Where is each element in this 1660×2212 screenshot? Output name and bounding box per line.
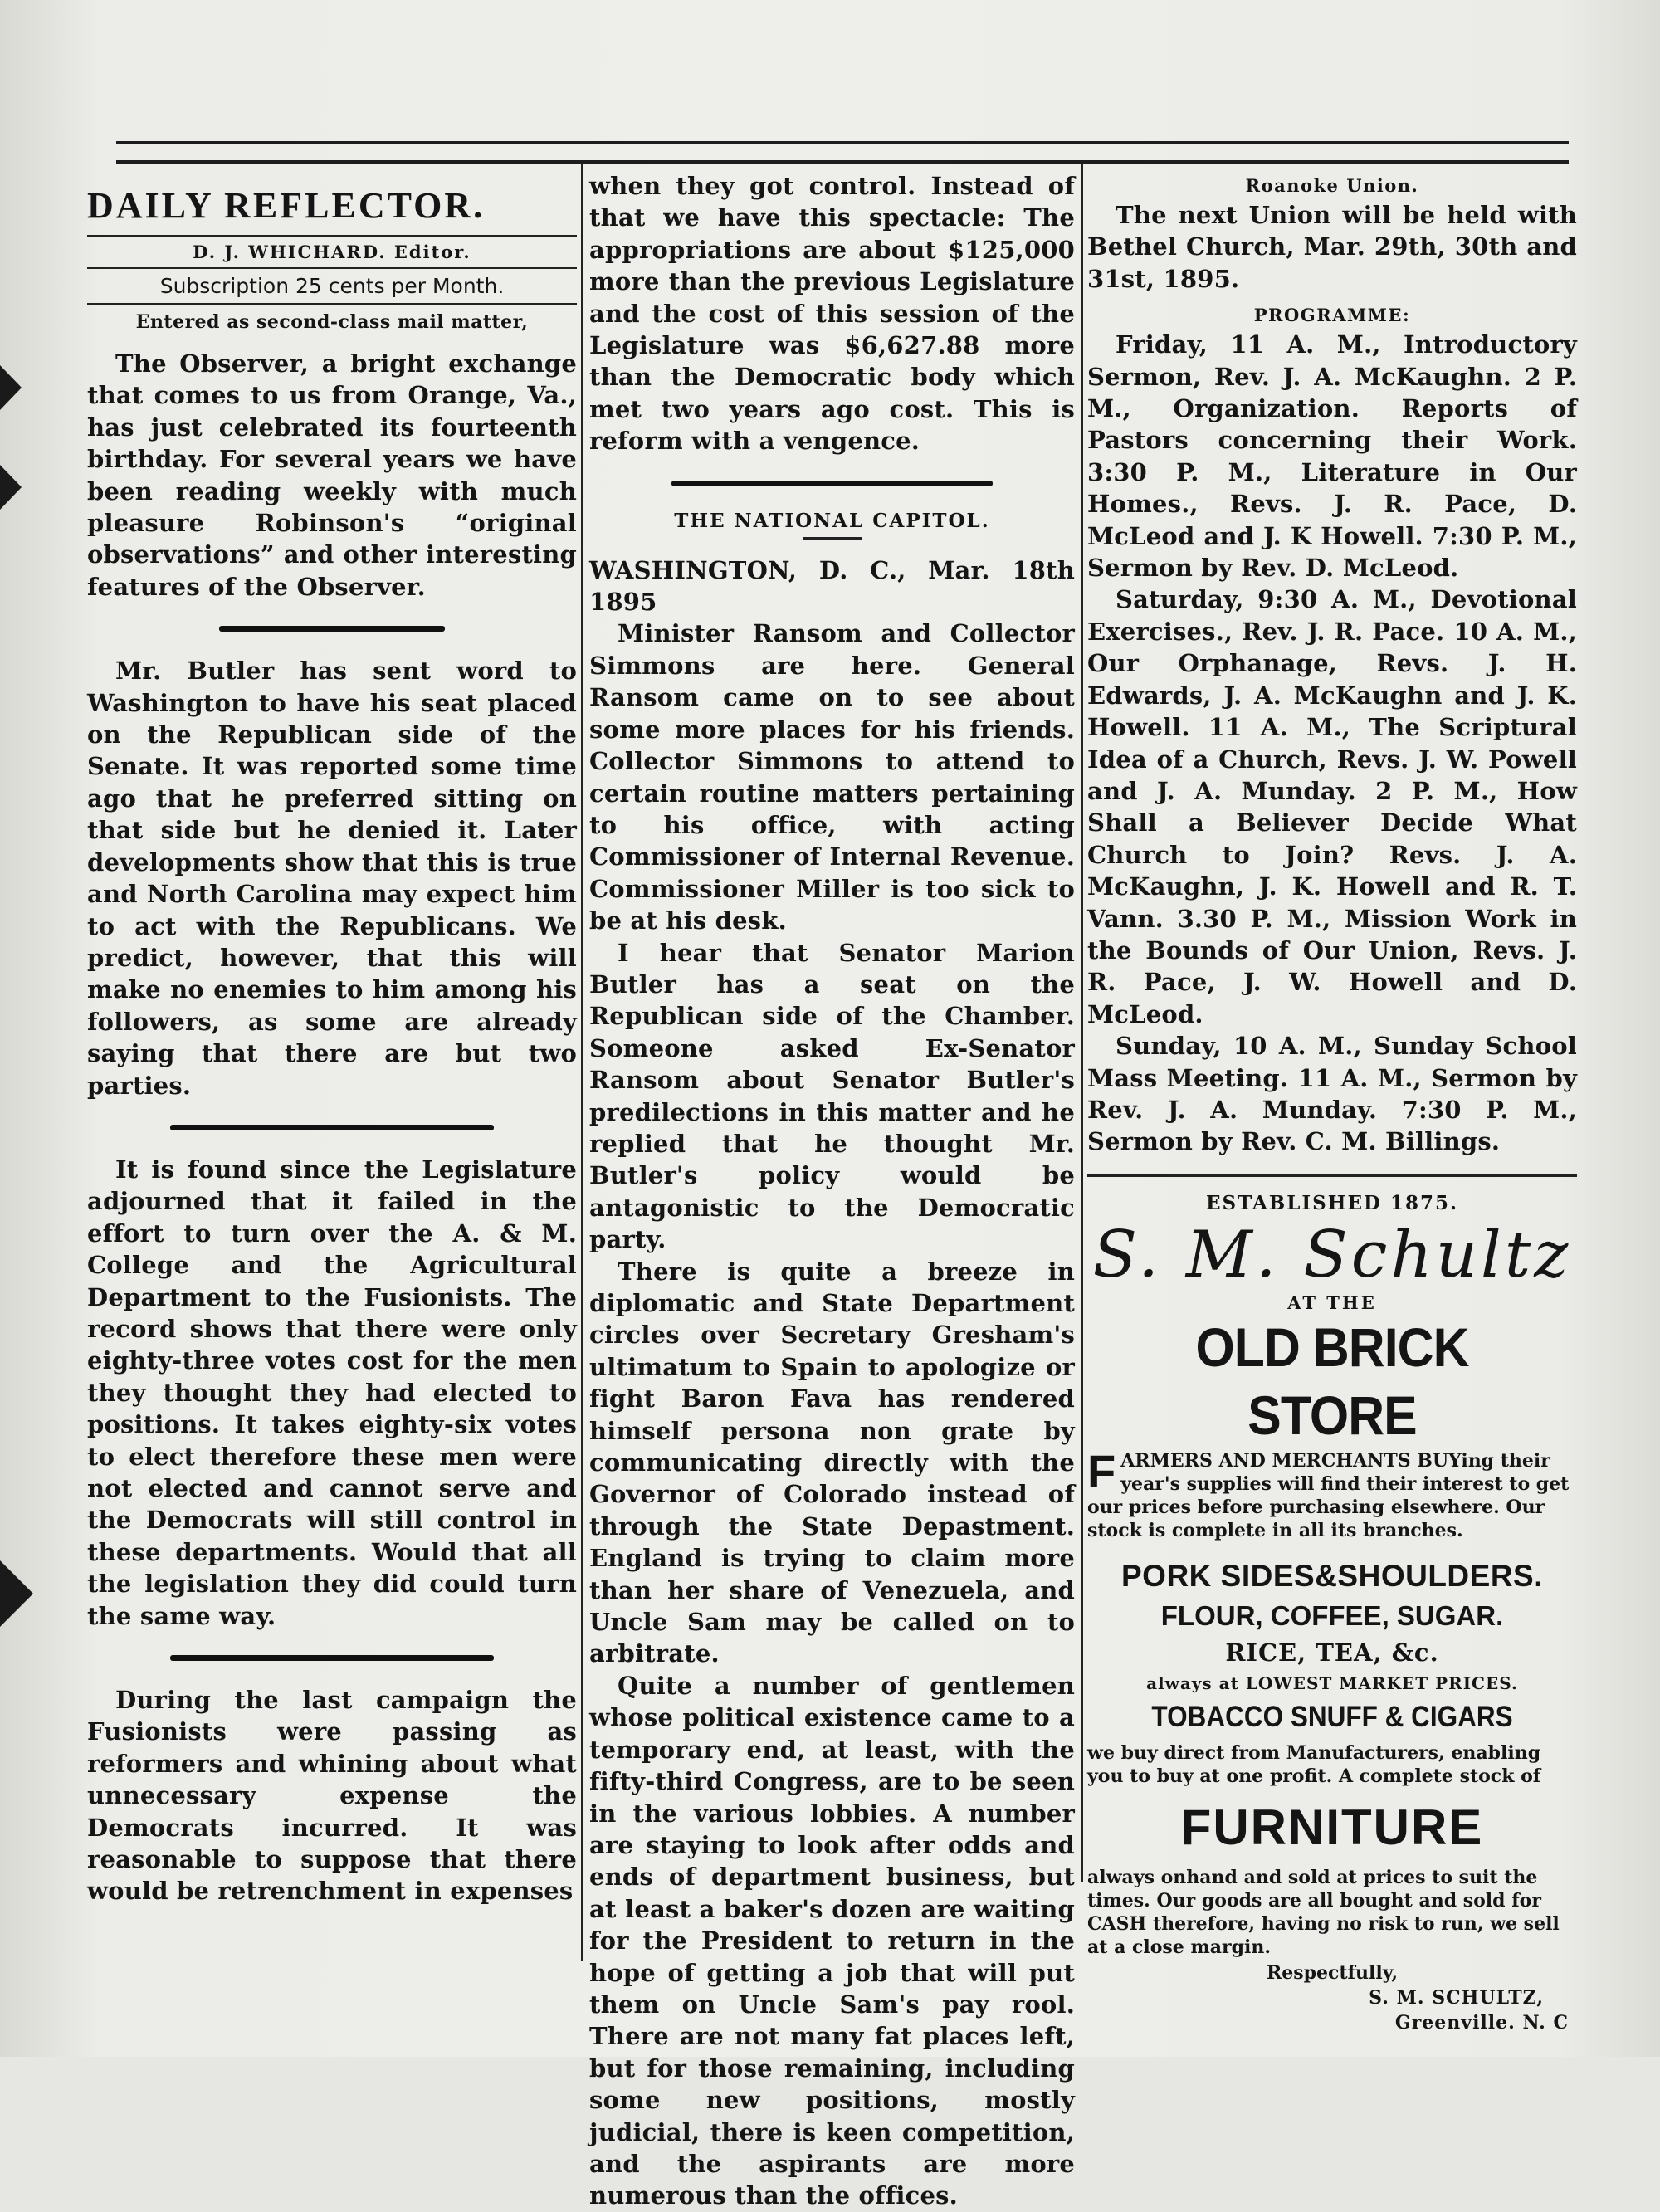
ad-tobacco: TOBACCO SNUFF & CIGARS <box>1151 1700 1513 1733</box>
masthead-editor: D. J. WHICHARD. Editor. <box>193 242 471 262</box>
column-divider-1 <box>581 164 583 1961</box>
separator <box>219 626 444 632</box>
programme-heading: PROGRAMME: <box>1253 305 1411 326</box>
dateline: WASHINGTON, D. C., Mar. 18th 1895 <box>589 555 1075 617</box>
separator <box>170 1125 493 1130</box>
section-rule <box>1087 1174 1577 1177</box>
article-paragraph: I hear that Senator Marion Butler has a seat on the Republican side of the Chamber. Someone asked Ex-Senator Ransom about Senator Butler's predilections in this matter and he replied that he thought Mr. Butler's policy would be antagonistic to the Democratic party. <box>589 938 1075 1254</box>
masthead-title: DAILY REFLECTOR. <box>87 185 486 226</box>
column-3 <box>1087 170 1577 2034</box>
masthead-rule <box>87 303 577 305</box>
column-1 <box>87 170 577 1907</box>
masthead-rule <box>87 235 577 237</box>
ad-intro <box>1087 1444 1577 1542</box>
ad-signature: S. M. SCHULTZ, <box>1369 1986 1544 2009</box>
masthead-subscription: Subscription 25 cents per Month. <box>159 274 505 298</box>
article-paragraph: Quite a number of gentlemen whose political existence came to a temporary end, at least, with the fifty-third Congress, are to be seen in the various lobbies. A number are staying to look after odds and ends of department business, but at least a baker's dozen are waiting for the President to return in the hope of getting a job that will put them on Uncle Sam's pay rool. There are not many fat places left, but for those remaining, including some new positions, mostly judicial, there is keen competition, and the aspirants are more numerous than the offices. <box>589 1671 1075 2210</box>
ad-rice: RICE, TEA, &c. <box>1225 1638 1439 1667</box>
margin-mark <box>0 365 22 410</box>
ad-closing: always onhand and sold at prices to suit the times. Our goods are all bought and sold for CASH therefore, having no risk to run, we sell at a close margin. <box>1087 1866 1560 1958</box>
article-paragraph: It is found since the Legislature adjourned that it failed in the effort to turn over the A. & M. College and the Agricultural Department to the Fusionists. The record shows that there were only eighty-three votes cost for the men they thought they had elected to positions. It takes eighty-six votes to elect therefore these men were not elected and cannot serve and the Democrats will still control in these departments. Would that all the legislation they did could turn the same way. <box>87 1155 577 1630</box>
article-paragraph: There is quite a breeze in diplomatic and State Department circles over Secretary Gresham's ultimatum to Spain to apologize or fight Baron Fava has rendered himself persona non grate by communicating directly with the Governor of Colorado instead of through the State Depastment. England is trying to claim more than her share of Venezuela, and Uncle Sam may be called on to arbitrate. <box>589 1257 1075 1668</box>
column-divider-2 <box>1081 164 1083 1882</box>
column-2 <box>589 170 1075 2212</box>
top-rule <box>116 141 1569 144</box>
margin-mark <box>0 1560 33 1627</box>
headline-rule <box>803 537 862 540</box>
ad-always: always at LOWEST MARKET PRICES. <box>1146 1672 1518 1693</box>
separator <box>170 1655 493 1661</box>
ad-furniture: FURNITURE <box>1180 1799 1484 1855</box>
separator <box>671 481 992 486</box>
article-paragraph: During the last campaign the Fusionists were passing as reformers and whining about what unnecessary expense the Democrats incurred. It was reasonable to suppose that there would be retrenchment in expenses <box>87 1686 577 1906</box>
masthead-entered: Entered as second-class mail matter, <box>135 311 529 333</box>
ad-intro-text: ARMERS AND MERCHANTS BUYing their year's supplies will find their interest to get our prices before purchasing elsewhere. Our stock is complete in all its branches. <box>1087 1449 1570 1541</box>
union-intro: The next Union will be held with Bethel Church, Mar. 29th, 30th and 31st, 1895. <box>1087 201 1577 293</box>
article-paragraph: Mr. Butler has sent word to Washington to have his seat placed on the Republican side of the Senate. It was reported some time ago that he preferred sitting on that side but he denied it. Later developments show that this is true and North Carolina may expect him to act with the Republicans. We predict, however, that this will make no enemies to him among his followers, as some are already saying that there are but two parties. <box>87 657 577 1100</box>
ad-respectfully: Respectfully, <box>1266 1961 1399 1984</box>
ad-proprietor-name: S. M. Schultz <box>1092 1217 1572 1292</box>
ad-established: ESTABLISHED 1875. <box>1205 1191 1459 1214</box>
programme-friday: Friday, 11 A. M., Introductory Sermon, Rev. J. A. McKaughn. 2 P. M., Organization. Reports of Pastors concerning their Work. 3:30 P. M., Literature in Our Homes., Revs. J. R. Pace, D. McLeod and J. K Howell. 7:30 P. M., Sermon by Rev. D. McLeod. <box>1087 330 1577 583</box>
article-paragraph: when they got control. Instead of that we have this spectacle: The appropriations are about $125,000 more than the previous Legislature and the cost of this session of the Legislature was $6,627.88 more than the Democratic body which met two years ago cost. This is reform with a vengence. <box>589 172 1075 456</box>
ad-drop-cap: F <box>1087 1444 1116 1497</box>
article-paragraph: Minister Ransom and Collector Simmons are here. General Ransom came on to see about some more places for his friends. Collector Simmons to attend to certain routine matters pertaining to his office, with acting Commissioner of Internal Revenue. Commissioner Miller is too sick to be at his desk. <box>589 619 1075 935</box>
union-heading: Roanoke Union. <box>1245 175 1419 196</box>
article-paragraph: The Observer, a bright exchange that comes to us from Orange, Va., has just celebrated its fourteenth birthday. For several years we have been reading weekly with much pleasure Robinson's “original observations” and other interesting features of the Observer. <box>87 349 577 601</box>
ad-store-name: OLD BRICK STORE <box>1195 1316 1469 1446</box>
ad-at-the: AT THE <box>1287 1292 1377 1313</box>
ad-place: Greenville. N. C <box>1394 2011 1569 2034</box>
top-rule-double <box>116 160 1569 164</box>
margin-mark <box>0 465 22 510</box>
masthead-rule <box>87 267 577 269</box>
programme-saturday: Saturday, 9:30 A. M., Devotional Exercises., Rev. J. R. Pace. 10 A. M., Our Orphanage, Revs. J. H. Edwards, J. A. McKaughn and J. K. Howell. 11 A. M., The Scriptural Idea of a Church, Revs. J. W. Powell and J. A. Munday. 2 P. M., How Shall a Believer Decide What Church to Join? Revs. J. A. McKaughn, J. K. Howell and R. T. Vann. 3.30 P. M., Mission Work in the Bounds of Our Union, Revs. J. R. Pace, J. W. Howell and D. McLeod. <box>1087 585 1577 1028</box>
article-headline: THE NATIONAL CAPITOL. <box>674 509 990 532</box>
ad-flour: FLOUR, COFFEE, SUGAR. <box>1160 1599 1504 1631</box>
ad-direct: we buy direct from Manufacturers, enabling you to buy at one profit. A complete stock of <box>1087 1741 1541 1787</box>
ad-pork: PORK SIDES&SHOULDERS. <box>1120 1558 1543 1593</box>
programme-sunday: Sunday, 10 A. M., Sunday School Mass Meeting. 11 A. M., Sermon by Rev. J. A. Munday. 7:30 P. M., Sermon by Rev. C. M. Billings. <box>1087 1032 1577 1156</box>
